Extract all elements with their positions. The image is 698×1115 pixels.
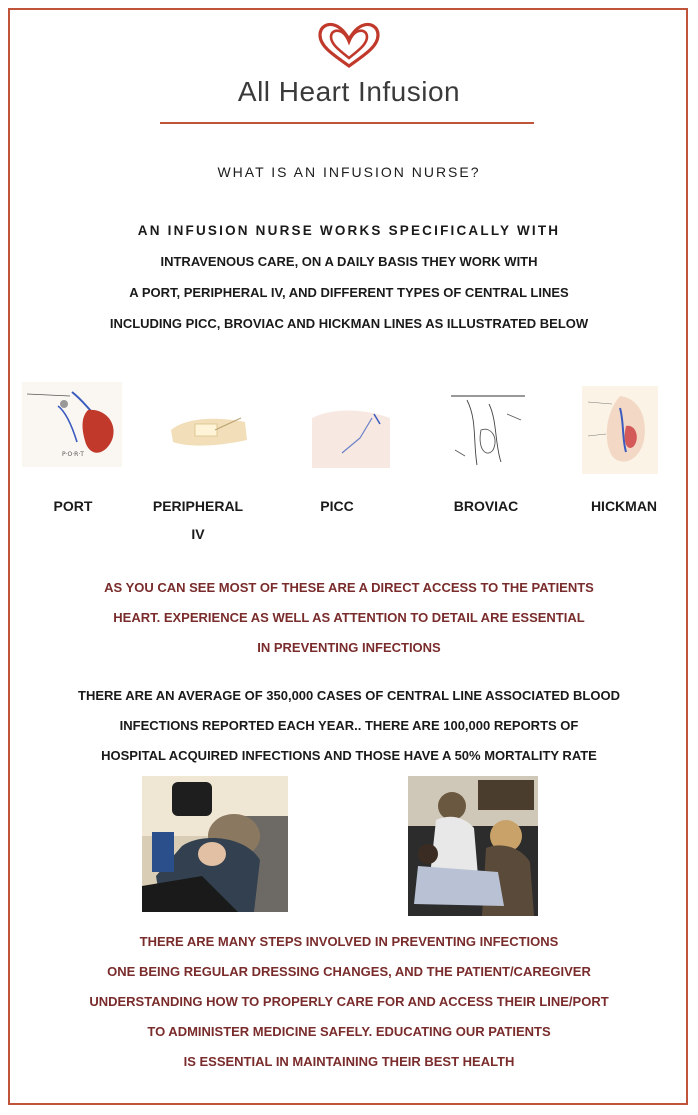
brand-name: All Heart Infusion bbox=[237, 76, 461, 107]
intro-line: AN INFUSION NURSE WORKS SPECIFICALLY WITH bbox=[137, 223, 561, 238]
port-illustration bbox=[22, 382, 122, 467]
access-paragraph bbox=[0, 573, 698, 663]
caption-broviac: BROVIAC bbox=[453, 498, 519, 514]
stats-line: THERE ARE AN AVERAGE OF 350,000 CASES OF CENTRAL LINE ASSOCIATED BLOOD bbox=[78, 688, 620, 703]
steps-line: ONE BEING REGULAR DRESSING CHANGES, AND THE PATIENT/CAREGIVER bbox=[107, 964, 591, 979]
page-title: WHAT IS AN INFUSION NURSE? bbox=[217, 164, 481, 180]
svg-text:P·O·R·T: P·O·R·T bbox=[62, 451, 84, 458]
hickman-illustration bbox=[582, 386, 658, 474]
brand-logo bbox=[0, 22, 698, 70]
caption-port: PORT bbox=[53, 498, 93, 514]
nurse-care-photo-left bbox=[142, 776, 288, 912]
stats-line: INFECTIONS REPORTED EACH YEAR.. THERE ARE 100,000 REPORTS OF bbox=[119, 718, 579, 733]
nurse-care-photo-right bbox=[408, 776, 538, 916]
broviac-illustration bbox=[447, 390, 529, 472]
caption-hickman: HICKMAN bbox=[590, 498, 658, 514]
access-line: HEART. EXPERIENCE AS WELL AS ATTENTION TO DETAIL ARE ESSENTIAL bbox=[113, 610, 585, 625]
steps-line: UNDERSTANDING HOW TO PROPERLY CARE FOR AND ACCESS THEIR LINE/PORT bbox=[89, 994, 609, 1009]
intro-line: A PORT, PERIPHERAL IV, AND DIFFERENT TYPES OF CENTRAL LINES bbox=[129, 285, 569, 300]
picc-illustration bbox=[302, 398, 397, 473]
statistics-paragraph bbox=[0, 681, 698, 771]
access-line: IN PREVENTING INFECTIONS bbox=[257, 640, 441, 655]
access-line: AS YOU CAN SEE MOST OF THESE ARE A DIRECT ACCESS TO THE PATIENTS bbox=[104, 580, 594, 595]
stats-line: HOSPITAL ACQUIRED INFECTIONS AND THOSE HAVE A 50% MORTALITY RATE bbox=[101, 748, 597, 763]
header-divider bbox=[160, 122, 534, 124]
steps-line: IS ESSENTIAL IN MAINTAINING THEIR BEST HEALTH bbox=[183, 1054, 515, 1069]
intro-paragraph bbox=[0, 215, 698, 339]
double-heart-logo-icon bbox=[314, 22, 384, 70]
intro-line: INTRAVENOUS CARE, ON A DAILY BASIS THEY WORK WITH bbox=[160, 254, 538, 269]
caption-peripheral-iv: PERIPHERAL IV bbox=[152, 498, 244, 542]
caption-picc: PICC bbox=[320, 498, 354, 514]
intro-line: INCLUDING PICC, BROVIAC AND HICKMAN LINES AS ILLUSTRATED BELOW bbox=[109, 316, 589, 331]
steps-line: THERE ARE MANY STEPS INVOLVED IN PREVENTING INFECTIONS bbox=[139, 934, 559, 949]
prevention-paragraph bbox=[0, 927, 698, 1077]
peripheral-iv-illustration bbox=[165, 400, 253, 460]
steps-line: TO ADMINISTER MEDICINE SAFELY. EDUCATING OUR PATIENTS bbox=[147, 1024, 551, 1039]
